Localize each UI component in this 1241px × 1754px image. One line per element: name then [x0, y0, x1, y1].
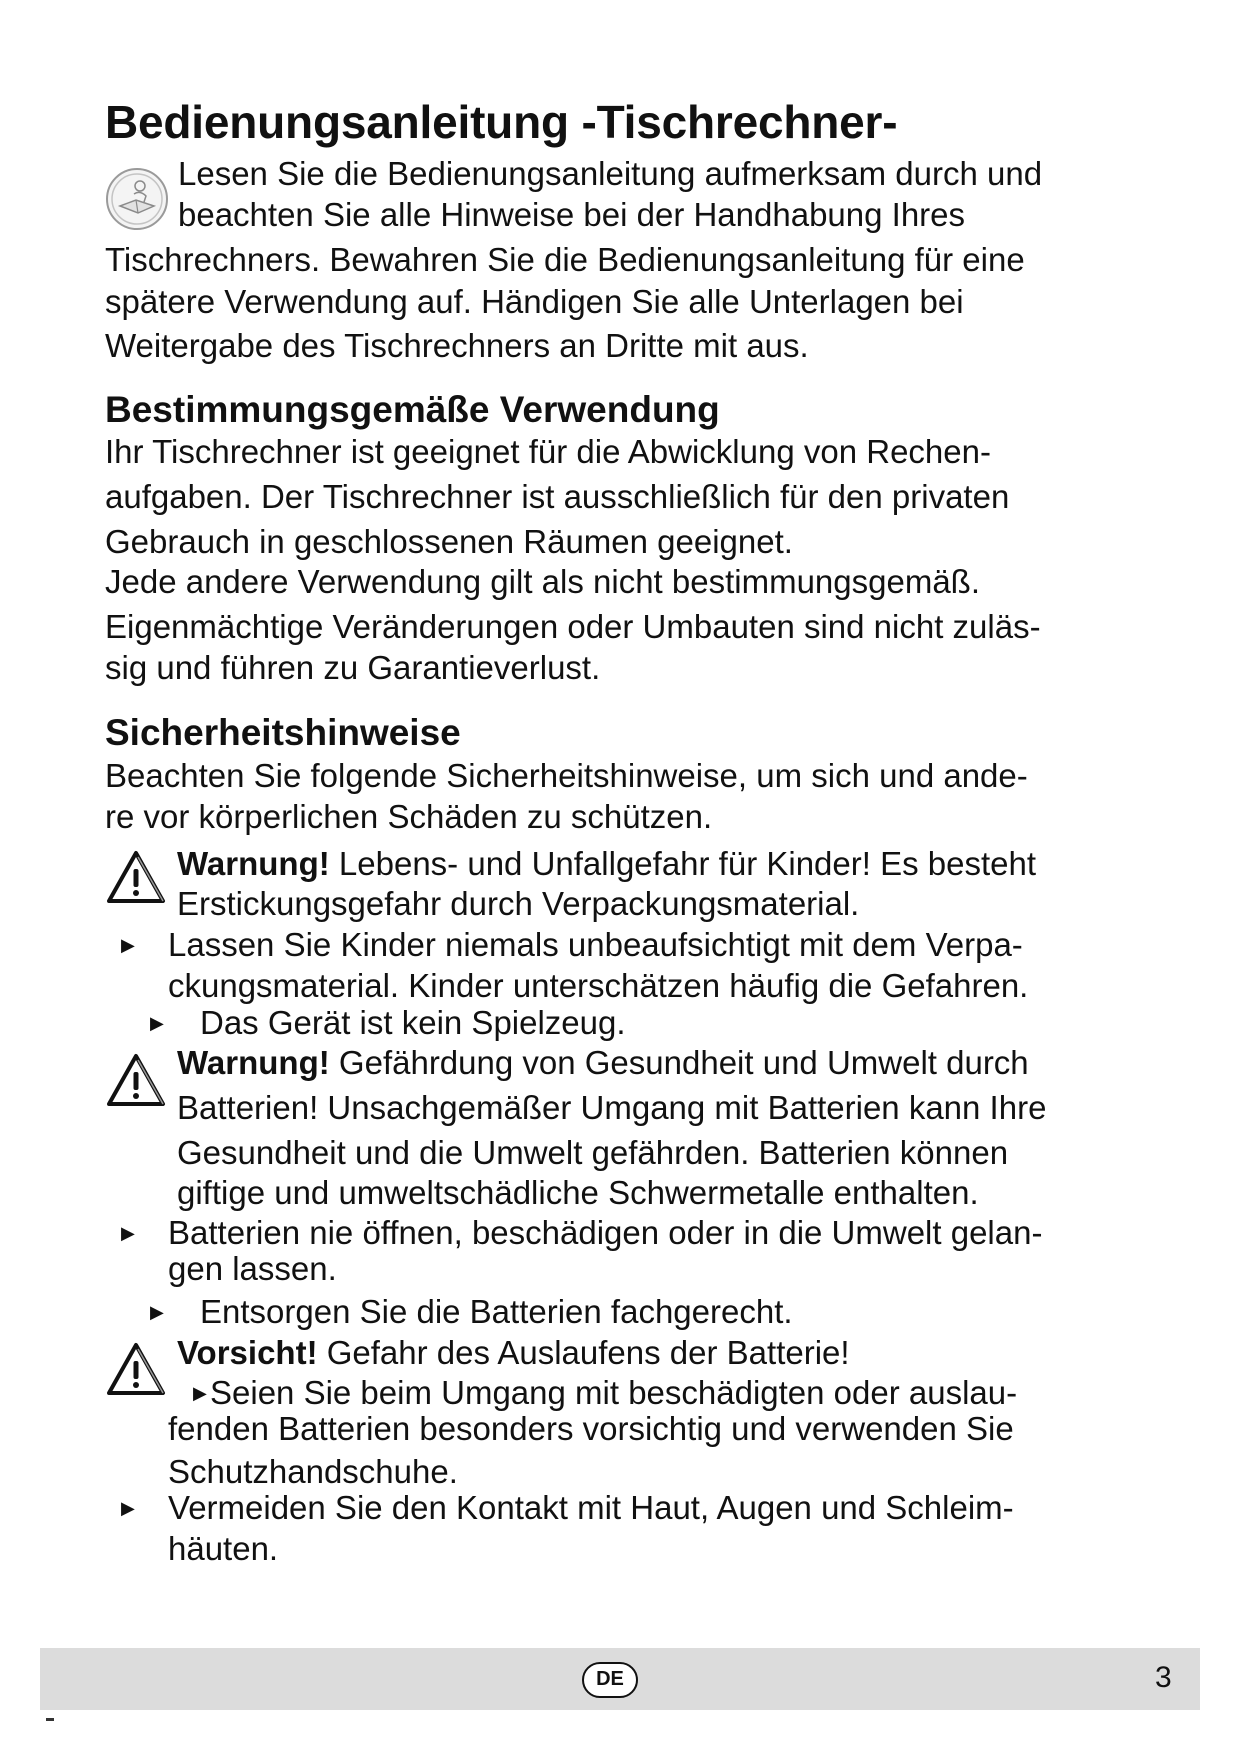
- safety-heading: Sicherheitshinweise: [105, 712, 461, 753]
- bullet-triangle-icon: ▶: [121, 935, 135, 955]
- caution-text: Gefahr des Auslaufens der Batterie!: [317, 1334, 850, 1371]
- caution-line-4: Schutzhandschuhe.: [168, 1453, 458, 1490]
- usage-line-1: Ihr Tischrechner ist geeignet für die Abwicklung von Rechen-: [105, 433, 991, 470]
- caution-line-1: [177, 1333, 850, 1373]
- bullet-triangle-icon: ▶: [121, 1498, 135, 1518]
- safety-intro-line-1: Beachten Sie folgende Sicherheitshinweise, um sich und ande-: [105, 757, 1028, 794]
- usage-line-3: Gebrauch in geschlossenen Räumen geeignet.: [105, 523, 793, 560]
- intro-line-3: Tischrechners. Bewahren Sie die Bedienungsanleitung für eine: [105, 241, 1025, 278]
- warning2-line-3: Gesundheit und die Umwelt gefährden. Batterien können: [177, 1134, 1009, 1171]
- warning1-label: Warnung!: [177, 845, 330, 882]
- usage-line-5: Eigenmächtige Veränderungen oder Umbauten sind nicht zuläs-: [105, 608, 1041, 645]
- bullet-triangle-icon: ▶: [150, 1302, 164, 1322]
- usage-line-6: sig und führen zu Garantieverlust.: [105, 649, 601, 686]
- bullet1-line-2: ckungsmaterial. Kinder unterschätzen häufig die Gefahren.: [168, 967, 1029, 1004]
- usage-line-2: aufgaben. Der Tischrechner ist ausschließlich für den privaten: [105, 478, 1010, 515]
- caution-label: Vorsicht!: [177, 1334, 318, 1371]
- bullet1-line-1: Lassen Sie Kinder niemals unbeaufsichtigt mit dem Verpa-: [168, 926, 1023, 963]
- bullet5-line-1: Vermeiden Sie den Kontakt mit Haut, Augen und Schleim-: [168, 1489, 1014, 1526]
- intro-line-2: beachten Sie alle Hinweise bei der Handhabung Ihres: [178, 196, 966, 233]
- warning2-label: Warnung!: [177, 1044, 330, 1081]
- warning1-text: Lebens- und Unfallgefahr für Kinder! Es besteht: [329, 845, 1037, 882]
- warning1-line-2: Erstickungsgefahr durch Verpackungsmaterial.: [177, 885, 860, 922]
- warning-triangle-icon: [105, 849, 167, 910]
- bullet5-line-2: häuten.: [168, 1530, 279, 1567]
- warning-triangle-icon: [105, 1341, 167, 1402]
- bullet3-line-1: Batterien nie öffnen, beschädigen oder in die Umwelt gelan-: [168, 1214, 1043, 1251]
- bullet-triangle-icon: ▶: [150, 1013, 164, 1033]
- bullet4-text: Entsorgen Sie die Batterien fachgerecht.: [200, 1293, 793, 1330]
- bullet2-text: Das Gerät ist kein Spielzeug.: [200, 1004, 626, 1041]
- bullet3-line-2: gen lassen.: [168, 1250, 337, 1287]
- bullet-triangle-icon: ▶: [121, 1223, 135, 1243]
- language-badge: DE: [582, 1662, 638, 1698]
- warning2-text: Gefährdung von Gesundheit und Umwelt durch: [329, 1044, 1029, 1081]
- read-manual-icon: [104, 166, 170, 237]
- warning-triangle-icon: [105, 1052, 167, 1113]
- warning2-line-4: giftige und umweltschädliche Schwermetalle enthalten.: [177, 1174, 979, 1211]
- page-title: Bedienungsanleitung -Tischrechner-: [105, 96, 898, 148]
- warning1-line-1: [177, 844, 1036, 884]
- footer-mark: [46, 1718, 54, 1721]
- safety-intro-line-2: re vor körperlichen Schäden zu schützen.: [105, 798, 713, 835]
- caution-line-3: fenden Batterien besonders vorsichtig und verwenden Sie: [168, 1410, 1014, 1447]
- caution-line-2: Seien Sie beim Umgang mit beschädigten oder auslau-: [210, 1374, 1018, 1411]
- usage-heading: Bestimmungsgemäße Verwendung: [105, 389, 720, 430]
- bullet-triangle-icon: ▶: [193, 1383, 207, 1403]
- page-number: 3: [1155, 1661, 1172, 1694]
- warning2-line-1: [177, 1043, 1029, 1083]
- warning2-line-2: Batterien! Unsachgemäßer Umgang mit Batterien kann Ihre: [177, 1089, 1047, 1126]
- usage-line-4: Jede andere Verwendung gilt als nicht bestimmungsgemäß.: [105, 563, 980, 600]
- intro-line-1: Lesen Sie die Bedienungsanleitung aufmerksam durch und: [178, 155, 1043, 192]
- intro-line-5: Weitergabe des Tischrechners an Dritte mit aus.: [105, 327, 809, 364]
- intro-line-4: spätere Verwendung auf. Händigen Sie alle Unterlagen bei: [105, 283, 964, 320]
